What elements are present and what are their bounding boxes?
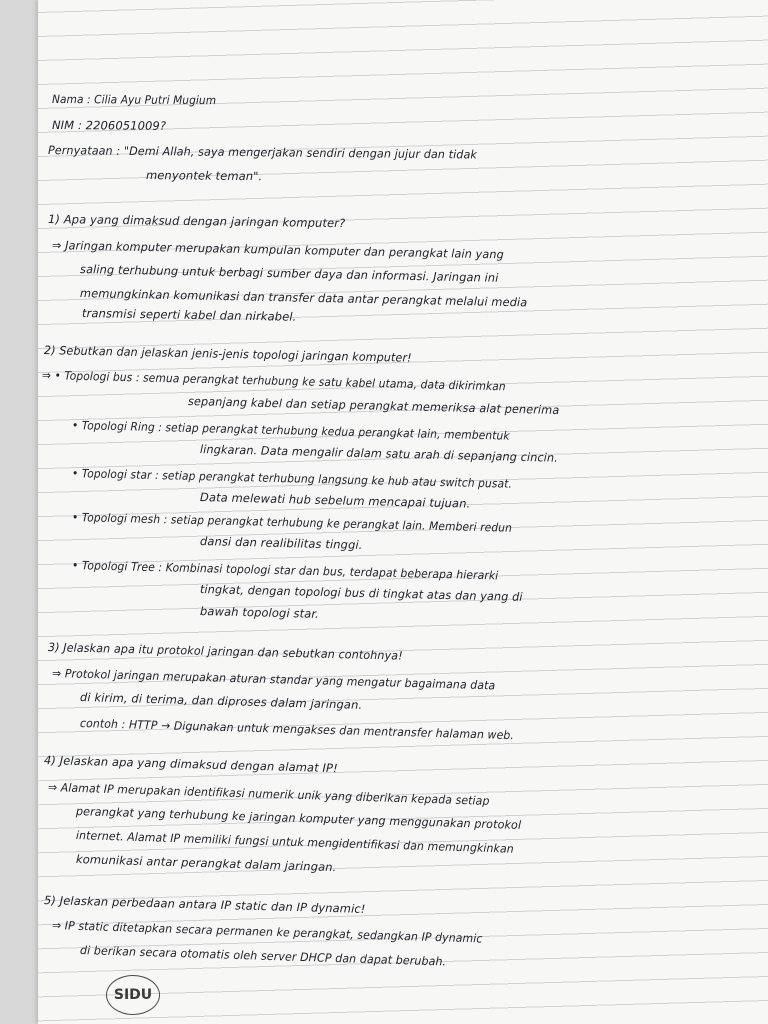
answer-1-line-3: memungkinkan komunikasi dan transfer data antar perangkat melalui media: [79, 286, 528, 310]
answer-3-line-2: di kirim, di terima, dan diproses dalam jaringan.: [79, 690, 363, 712]
answer-4-line-4: komunikasi antar perangkat dalam jaringan.: [75, 852, 337, 875]
topology-mesh-line-1: • Topologi mesh : setiap perangkat terhubung ke perangkat lain. Memberi redun: [71, 510, 513, 535]
answer-5-line-1: ⇒ IP static ditetapkan secara permanen ke perangkat, sedangkan IP dynamic: [51, 918, 483, 946]
question-1: 1) Apa yang dimaksud dengan jaringan komputer?: [47, 212, 346, 231]
topology-bus-line-2: sepanjang kabel dan setiap perangkat memeriksa alat penerima: [187, 394, 560, 418]
student-nim: NIM : 2206051009?: [51, 118, 167, 133]
answer-4-line-3: internet. Alamat IP memiliki fungsi untuk mengidentifikasi dan memungkinkan: [75, 828, 514, 856]
answer-4-line-2: perangkat yang terhubung ke jaringan komputer yang menggunakan protokol: [75, 804, 522, 832]
brand-logo-text: SIDU: [113, 987, 153, 1003]
topology-mesh-line-2: dansi dan realibilitas tinggi.: [199, 534, 363, 552]
statement-line-1: Pernyataan : "Demi Allah, saya mengerjakan sendiri dengan jujur dan tidak: [47, 143, 478, 162]
statement-line-2: menyontek teman".: [145, 168, 263, 184]
answer-3-line-1: ⇒ Protokol jaringan merupakan aturan standar yang mengatur bagaimana data: [51, 666, 496, 693]
notebook-page: [38, 0, 768, 1024]
topology-tree-line-1: • Topologi Tree : Kombinasi topologi star dan bus, terdapat beberapa hierarki: [71, 558, 499, 583]
question-5: 5) Jelaskan perbedaan antara IP static dan IP dynamic!: [43, 893, 366, 916]
answer-1-line-4: transmisi seperti kabel dan nirkabel.: [81, 306, 297, 324]
student-name: Nama : Cilia Ayu Putri Mugium: [51, 92, 217, 108]
topology-tree-line-3: bawah topologi star.: [199, 604, 320, 621]
topology-ring-line-2: lingkaran. Data mengalir dalam satu arah di sepanjang cincin.: [199, 442, 559, 465]
topology-tree-line-2: tingkat, dengan topologi bus di tingkat atas dan yang di: [199, 582, 523, 604]
answer-1-line-2: saling terhubung untuk berbagi sumber daya dan informasi. Jaringan ini: [79, 262, 499, 285]
topology-bus-line-1: ⇒ • Topologi bus : semua perangkat terhubung ke satu kabel utama, data dikirimkan: [41, 368, 506, 394]
answer-1-line-1: ⇒ Jaringan komputer merupakan kumpulan komputer dan perangkat lain yang: [51, 238, 505, 262]
topology-star-line-2: Data melewati hub sebelum mencapai tujuan.: [199, 490, 471, 511]
answer-5-line-2: di berikan secara otomatis oleh server DHCP dan dapat berubah.: [79, 943, 447, 969]
topology-star-line-1: • Topologi star : setiap perangkat terhubung langsung ke hub atau switch pusat.: [71, 466, 513, 491]
question-4: 4) Jelaskan apa yang dimaksud dengan alamat IP!: [43, 753, 338, 776]
question-3: 3) Jelaskan apa itu protokol jaringan dan sebutkan contohnya!: [47, 640, 403, 663]
answer-4-line-1: ⇒ Alamat IP merupakan identifikasi numerik unik yang diberikan kepada setiap: [47, 780, 490, 808]
answer-3-line-3: contoh : HTTP → Digunakan untuk mengakses dan mentransfer halaman web.: [79, 716, 515, 743]
question-2: 2) Sebutkan dan jelaskan jenis-jenis topologi jaringan komputer!: [43, 343, 412, 365]
topology-ring-line-1: • Topologi Ring : setiap perangkat terhubung kedua perangkat lain, membentuk: [71, 418, 510, 443]
notebook-brand-logo: [106, 975, 160, 1015]
